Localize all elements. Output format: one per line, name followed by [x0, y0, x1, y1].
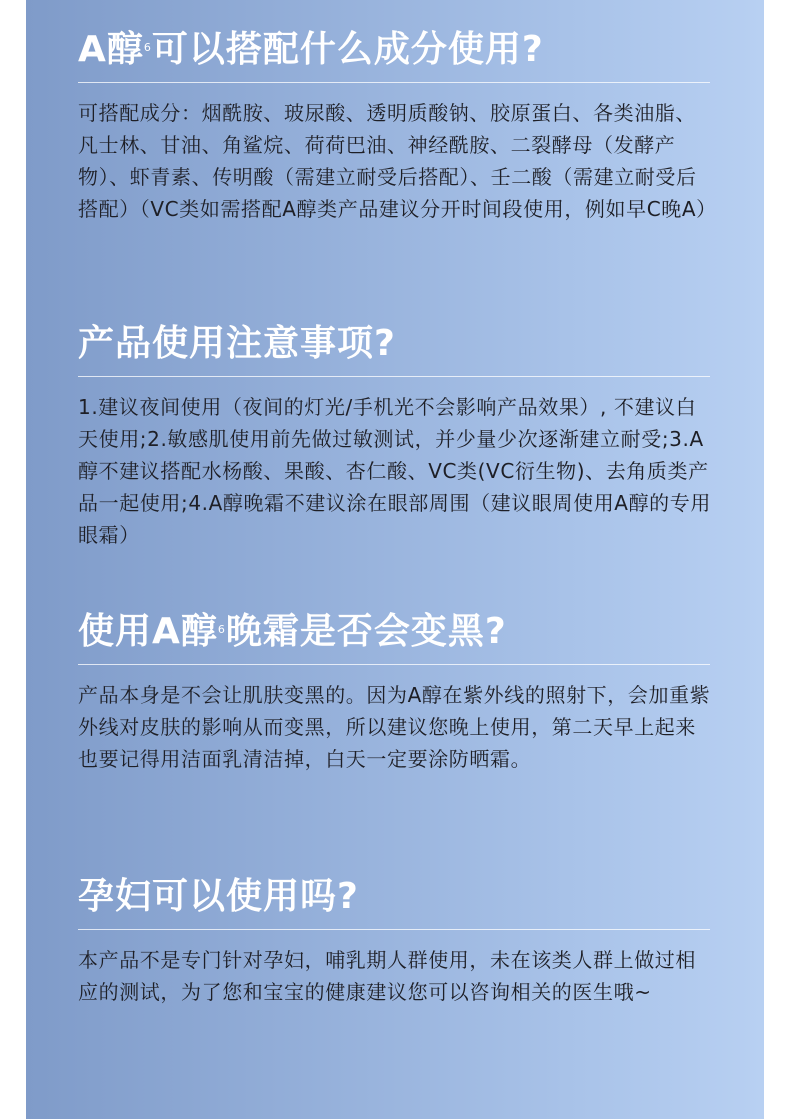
- heading-text-rest: 可以搭配什么成分使用?: [151, 29, 544, 70]
- section-pregnancy-question: [78, 875, 738, 1008]
- divider: [78, 929, 710, 930]
- heading-superscript: 6: [217, 623, 226, 636]
- heading-superscript: 6: [143, 41, 152, 54]
- heading-text: 产品使用注意事项?: [78, 323, 396, 364]
- section-heading: [78, 28, 738, 72]
- heading-text-rest: 晚霜是否会变黑?: [225, 611, 507, 652]
- divider: [78, 664, 710, 665]
- section-usage-notes: [78, 322, 738, 551]
- divider: [78, 82, 710, 83]
- heading-text: 使用A醇: [78, 611, 218, 652]
- divider: [78, 376, 710, 377]
- section-body: 1.建议夜间使用（夜间的灯光/手机光不会影响产品效果）, 不建议白天使用;2.敏感肌使用前先做过敏测试，并少量少次逐渐建立耐受;3.A醇不建议搭配水杨酸、果酸、杏仁酸、VC类(VC衍生物)、去角质类产品一起使用;4.A醇晚霜不建议涂在眼部周围（建议眼周使用A醇的专用眼霜）: [78, 395, 711, 547]
- section-pairing-ingredients: [78, 28, 738, 225]
- heading-text: A醇: [78, 29, 144, 70]
- section-heading: [78, 322, 738, 366]
- section-body: 可搭配成分：烟酰胺、玻尿酸、透明质酸钠、胶原蛋白、各类油脂、凡士林、甘油、角鲨烷、荷荷巴油、神经酰胺、二裂酵母（发酵产物）、虾青素、传明酸（需建立耐受后搭配）、壬二酸（需建立耐受后搭配）（VC类如需搭配A醇类产品建议分开时间段使用，例如早C晚A）: [78, 101, 717, 221]
- content-panel: [26, 0, 764, 1119]
- section-body: 产品本身是不会让肌肤变黑的。因为A醇在紫外线的照射下，会加重紫外线对皮肤的影响从而变黑，所以建议您晚上使用，第二天早上起来也要记得用洁面乳清洁掉，白天一定要涂防晒霜。: [78, 683, 711, 771]
- heading-text: 孕妇可以使用吗?: [78, 876, 359, 917]
- section-body: 本产品不是专门针对孕妇，哺乳期人群使用，未在该类人群上做过相应的测试，为了您和宝宝的健康建议您可以咨询相关的医生哦~: [78, 948, 696, 1004]
- section-darkening-question: [78, 610, 738, 775]
- section-heading: [78, 875, 738, 919]
- section-heading: [78, 610, 738, 654]
